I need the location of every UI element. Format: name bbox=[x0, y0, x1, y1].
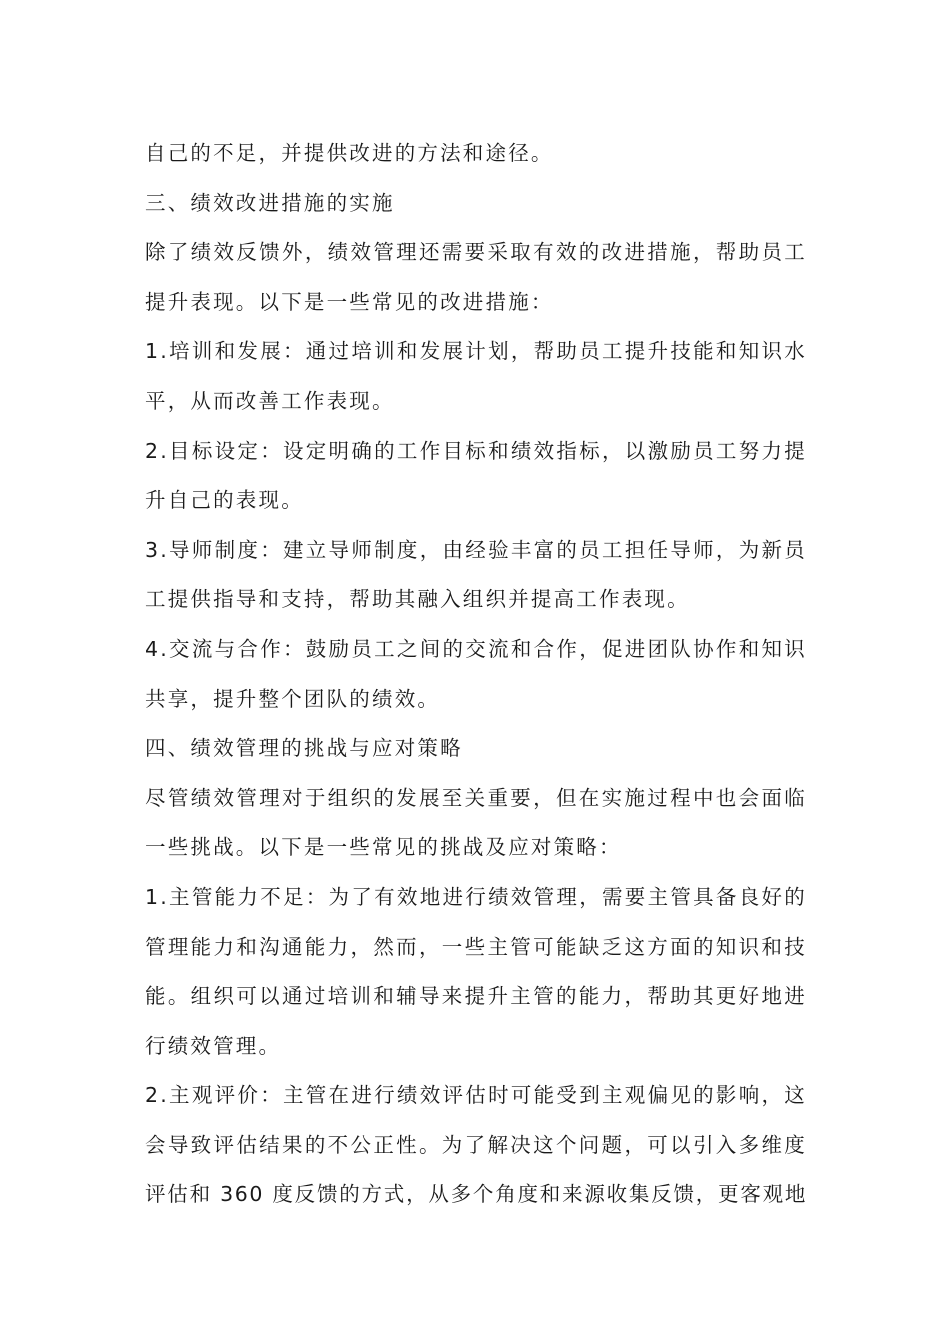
section-heading: 四、绩效管理的挑战与应对策略 bbox=[145, 736, 463, 761]
list-item-line: 1.主管能力不足：为了有效地进行绩效管理，需要主管具备良好的 bbox=[145, 884, 807, 909]
list-item-line: 4.交流与合作：鼓励员工之间的交流和合作，促进团队协作和知识 bbox=[145, 636, 807, 661]
section-heading: 三、绩效改进措施的实施 bbox=[145, 190, 395, 215]
text-line: 会导致评估结果的不公正性。为了解决这个问题，可以引入多维度 bbox=[145, 1132, 807, 1157]
list-item-line: 3.导师制度：建立导师制度，由经验丰富的员工担任导师，为新员 bbox=[145, 537, 807, 562]
text-line: 尽管绩效管理对于组织的发展至关重要，但在实施过程中也会面临 bbox=[145, 785, 807, 810]
text-line: 除了绩效反馈外，绩效管理还需要采取有效的改进措施，帮助员工 bbox=[145, 240, 807, 265]
text-line: 工提供指导和支持，帮助其融入组织并提高工作表现。 bbox=[145, 587, 690, 612]
list-item-line: 2.主观评价：主管在进行绩效评估时可能受到主观偏见的影响，这 bbox=[145, 1083, 807, 1108]
text-line: 平，从而改善工作表现。 bbox=[145, 388, 395, 413]
document-body bbox=[145, 129, 807, 1220]
text-line: 提升表现。以下是一些常见的改进措施： bbox=[145, 289, 554, 314]
text-line: 一些挑战。以下是一些常见的挑战及应对策略： bbox=[145, 835, 622, 860]
text-line: 行绩效管理。 bbox=[145, 1033, 282, 1058]
text-line: 共享，提升整个团队的绩效。 bbox=[145, 686, 441, 711]
list-item-line: 1.培训和发展：通过培训和发展计划，帮助员工提升技能和知识水 bbox=[145, 339, 807, 364]
text-line: 自己的不足，并提供改进的方法和途径。 bbox=[145, 141, 554, 165]
text-line: 能。组织可以通过培训和辅导来提升主管的能力，帮助其更好地进 bbox=[145, 984, 807, 1009]
text-line: 升自己的表现。 bbox=[145, 488, 304, 513]
text-line: 管理能力和沟通能力，然而，一些主管可能缺乏这方面的知识和技 bbox=[145, 934, 807, 959]
text-line: 评估和 360 度反馈的方式，从多个角度和来源收集反馈，更客观地 bbox=[145, 1182, 807, 1207]
list-item-line: 2.目标设定：设定明确的工作目标和绩效指标，以激励员工努力提 bbox=[145, 438, 807, 463]
